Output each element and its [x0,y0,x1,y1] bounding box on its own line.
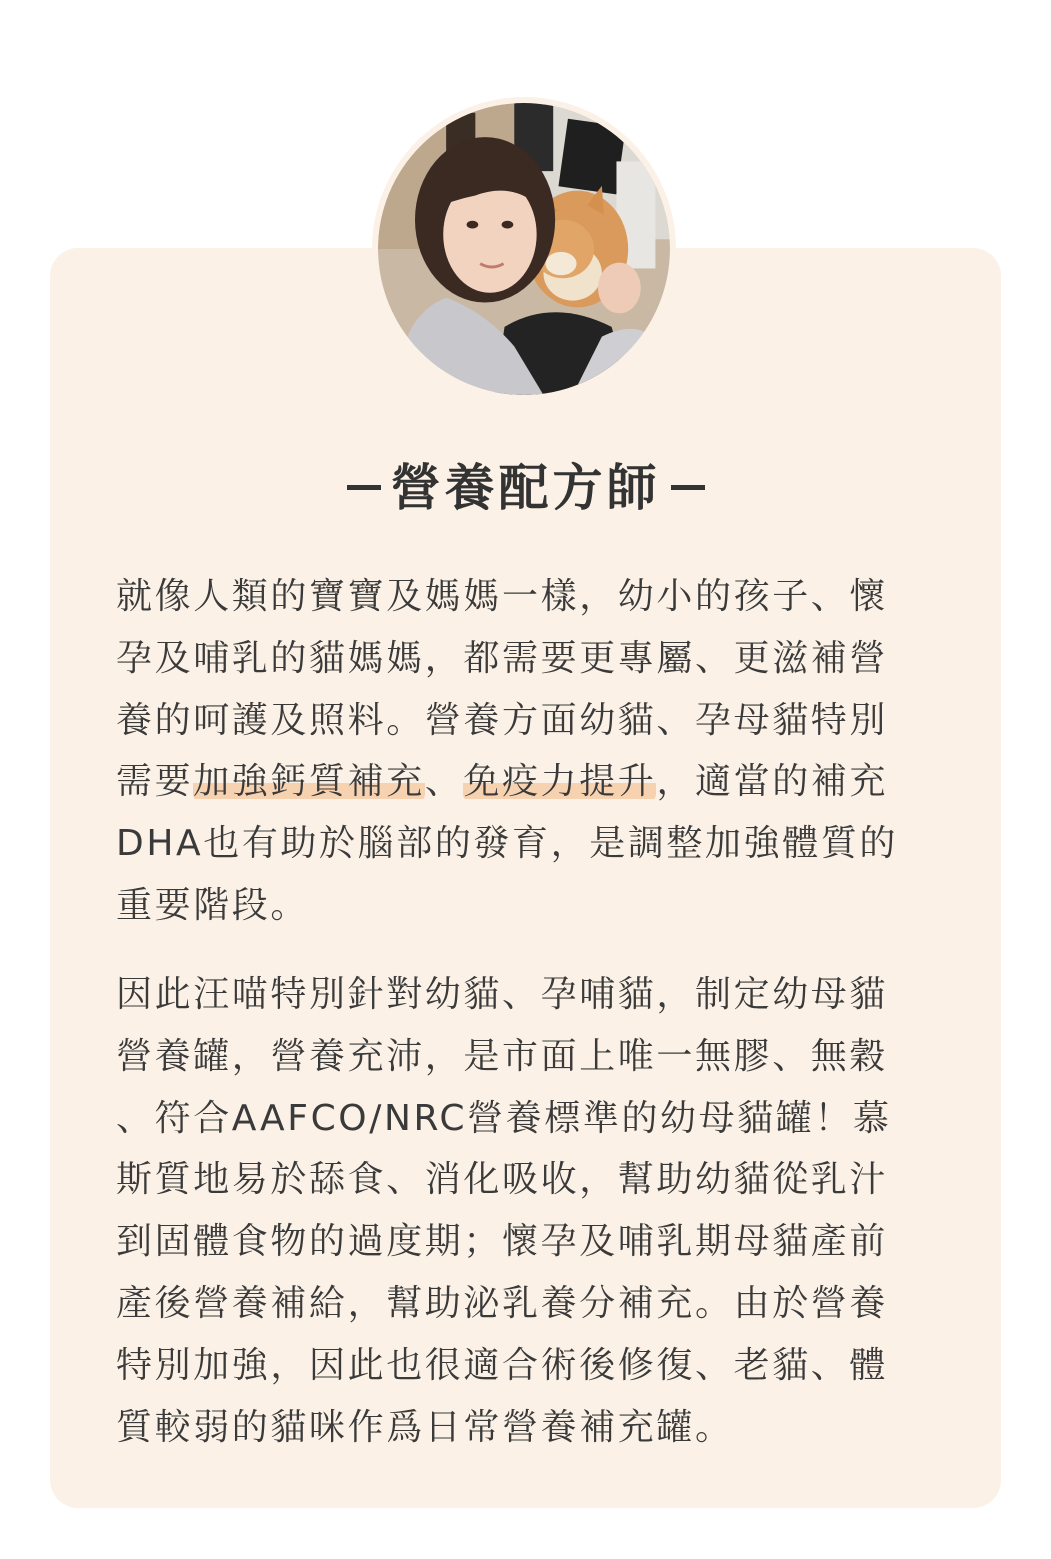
paragraph-line: 特別加強，因此也很適合術後修復、老貓、體 [116,1344,889,1386]
paragraph-line: 孕及哺乳的貓媽媽，都需要更專屬、更滋補營 [116,637,889,679]
highlight-immunity: 免疫力提升 [463,761,657,803]
paragraph-line: DHA也有助於腦部的發育，是調整加強體質的 [116,823,899,865]
title-text: 營養配方師 [390,459,661,517]
paragraph-line: 斯質地易於舔食、消化吸收，幫助幼貓從乳汁 [116,1159,889,1201]
title-dash-right [671,485,705,490]
portrait-with-cat-icon [378,103,670,395]
text-segment: 、 [424,761,464,803]
paragraph-line: 養的呵護及照料。營養方面幼貓、孕母貓特別 [116,699,889,741]
paragraph-line: 質較弱的貓咪作爲日常營養補充罐。 [116,1406,734,1448]
paragraph-line: 營養罐，營養充沛，是市面上唯一無膠、無穀 [116,1035,889,1077]
highlight-calcium: 加強鈣質補充 [193,761,425,803]
paragraph-line: 、符合AAFCO/NRC營養標準的幼母貓罐！慕 [116,1097,892,1139]
avatar [372,97,676,401]
text-segment: ，適當的補充 [656,761,889,803]
paragraph-line: 重要階段。 [116,884,310,926]
paragraph-line: 就像人類的寶寶及媽媽一樣，幼小的孩子、懷 [116,576,889,617]
text-segment: 需要 [116,761,194,803]
paragraph-line-highlighted [116,751,941,813]
intro-paragraph [116,566,941,937]
paragraph-line: 產後營養補給，幫助泌乳養分補充。由於營養 [116,1282,889,1324]
product-paragraph [116,964,941,1458]
title-dash-left [347,485,381,490]
paragraph-line: 因此汪喵特別針對幼貓、孕哺貓，制定幼母貓 [116,974,889,1015]
section-title [0,452,1051,524]
paragraph-line: 到固體食物的過度期；懷孕及哺乳期母貓產前 [116,1221,889,1263]
